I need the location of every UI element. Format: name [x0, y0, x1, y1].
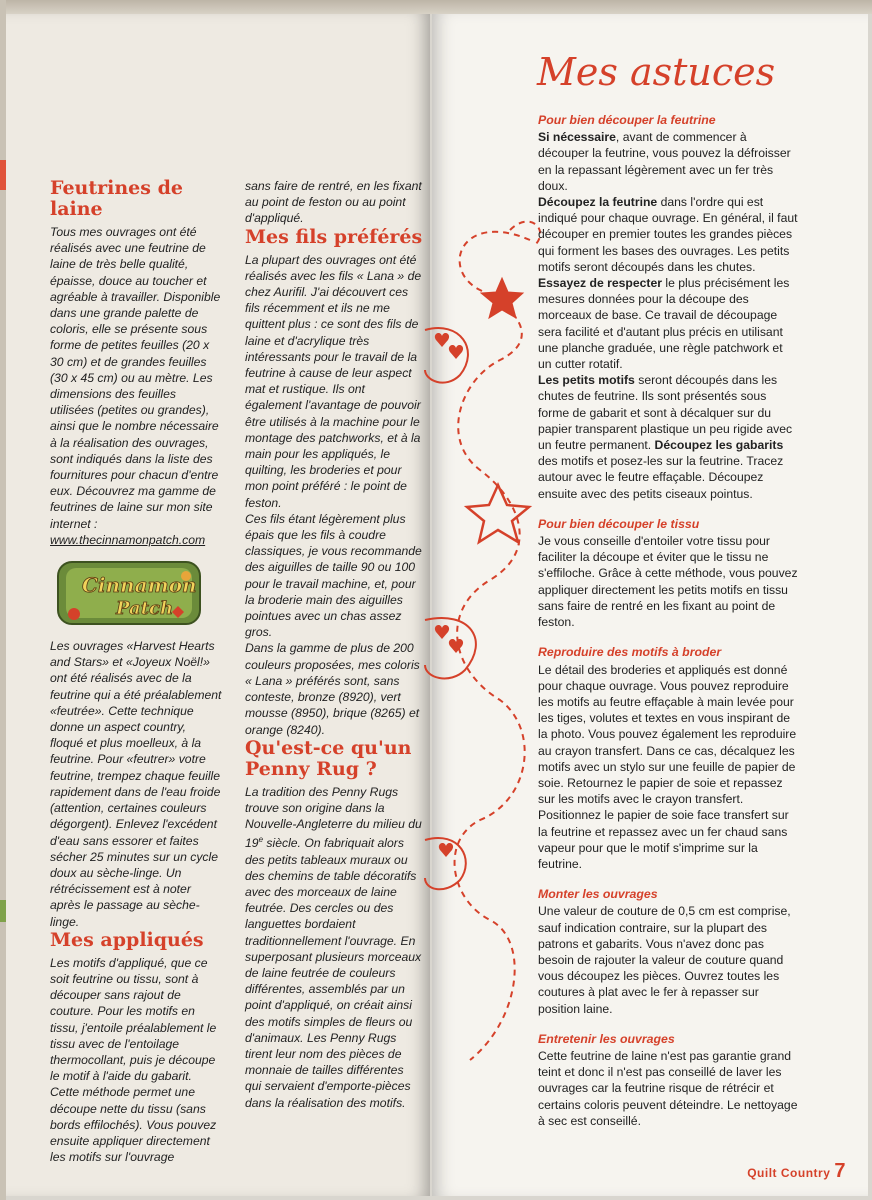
paragraph-text: dans l'ordre qui est indiqué pour chaque ouvrage. En général, il faut découper en premier toutes les grandes pièces qui forment les bases des ouvrages. Les petits motifs seront découpés dans les chutes.: [538, 195, 798, 274]
paragraph-text: La tradition des Penny Rugs trouve son origine dans la Nouvelle-Angleterre du milieu du 19: [245, 784, 422, 851]
page-title: Mes astuces: [537, 50, 776, 94]
section-reproduire-motifs: [538, 644, 798, 872]
paragraph: [245, 784, 423, 1111]
paragraph: La plupart des ouvrages ont été réalisés avec les fils « Lana » de chez Aurifil. J'ai découvert ces fils récemment et ils ne me quittent plus : ce sont des fils de laine et d'acrylique très intéressants pour le travail de la feutrine à cause de leur aspect mat et rustique. Ils ont également l'avantage de pouvoir être utilisés à la machine pour le montage des patchworks, et à la main pour les appliqués, le quilting, les broderies et pour mon point préféré : le point de feston.: [245, 252, 422, 510]
paragraph: Dans la gamme de plus de 200 couleurs proposées, mes coloris « Lana » préférés sont, sans conteste, bronze (8920), vert mousse (8950), brique (8265) et orange (8240).: [245, 641, 420, 737]
paragraph: Une valeur de couture de 0,5 cm est comprise, sauf indication contraire, sur la plupart des patrons et gabarits. Vous n'avez donc pas besoin de rajouter la valeur de couture quand vous découpez les pièces. Ouvrez toutes les coutures à plat avec le fer à repasser sur position laine.: [538, 904, 791, 1016]
paragraph: [538, 194, 798, 275]
bold-lead: Les petits motifs: [538, 373, 635, 388]
page-number: 7: [834, 1160, 846, 1182]
paragraph: Le détail des broderies et appliqués est donné pour chaque ouvrage. Vous pouvez reproduire les motifs au feutre effaçable à main levée pour les tiges, volutes et textes en vous inspirant de la photo. Vous pouvez également les reproduire au crayon transfert. Dans ce cas, décalquez les motifs avec un stylo sur une feuille de papier de soie. Retournez le papier de soie et repassez sur les motifs avec le crayon transfert. Positionnez le papier de soie face transfert sur la feutrine et repassez avec un fer chaud sans vapeur pour que le motif s'imprime sur la feutrine.: [538, 662, 797, 871]
paragraph: Les ouvrages «Harvest Hearts and Stars» et «Joyeux Noël!» ont été réalisés avec de la feutrine qui a été préalablement «feutrée». Cette technique donne un aspect country, floqué et plus moelleux, à la feutrine. Pour «feutrer» votre feutrine, trempez chaque feuille rapidement dans de l'eau froide (attention, certaines couleurs dégorgent). Enlevez l'excédent d'eau sans essorer et faites sécher 25 minutes sur un cycle doux au sèche-linge. Un rétrécissement est à noter après le passage au sèche-linge.: [50, 639, 222, 929]
cinnamon-patch-logo: [54, 554, 204, 630]
section-heading: Entretenir les ouvrages: [538, 1031, 675, 1046]
section-monter-ouvrages: [538, 886, 798, 1017]
paragraph: [538, 372, 798, 502]
site-link[interactable]: www.thecinnamonpatch.com: [50, 532, 206, 547]
section-heading: Pour bien découper la feutrine: [538, 113, 716, 127]
paragraph-text: Tous mes ouvrages ont été réalisés avec une feutrine de laine de très belle qualité, épaisse, douce au toucher et agréable à travailler. Disponible dans une grande palette de coloris, elle se présente sous forme de petites feuilles (20 x 30 cm) et de grandes feuilles (30 x 45 cm) ou au mètre. Les dimensions des feuilles utilisées (petites ou grandes), ainsi que le nombre nécessaire à la réalisation des ouvrages, sont indiqués dans la liste des fournitures pour chacun d'entre eux. Découvrez ma gamme de feutrines de laine sur mon site internet :: [50, 225, 221, 531]
bold-lead: Découpez les gabarits: [654, 438, 784, 453]
paragraph: [538, 275, 798, 372]
paragraph: [50, 224, 222, 548]
paragraph: Ces fils étant légèrement plus épais que les fils à coudre classiques, je vous recommande des aiguilles de taille 90 ou 100 pour le travail machine, et, pour la broderie main des aiguilles pointues avec un chas assez gros.: [245, 511, 422, 640]
heading-feutrines: Feutrines de laine: [50, 177, 183, 220]
superscript: e: [258, 835, 264, 845]
paragraph: Je vous conseille d'entoiler votre tissu pour faciliter la découpe et éviter que le tissu ne s'effiloche. Grâce à cette méthode, vous pouvez appliquer directement les petits motifs en tissu sans faire de rentré en les fixant au point de feston.: [538, 534, 798, 630]
heading-appliques: Mes appliqués: [50, 928, 204, 951]
heading-fils: Mes fils préférés: [245, 225, 423, 248]
paragraph-text: seront découpés dans les chutes de feutrine. Ils sont présentés sous forme de gabarit et sont à décalquer sur du papier transparent plastique un peu rigide avec un feutre permanent.: [538, 373, 793, 453]
right-column: [538, 112, 798, 1143]
paragraph-text: des motifs et posez-les sur la feutrine. Tracez autour avec le feutre effaçable. Découpez ensuite avec des petits ciseaux pointus.: [538, 454, 784, 501]
page-footer: [747, 1160, 846, 1183]
heading-penny-rug: Qu'est-ce qu'un Penny Rug ?: [245, 736, 412, 780]
paragraph: Les motifs d'appliqué, que ce soit feutrine ou tissu, sont à découper sans rajout de couture. Pour les motifs en tissu, j'entoile préalablement le tissu avec de l'entoilage thermocollant, puis je découpe le motif à l'aide du gabarit. Cette méthode permet une découpe nette du tissu (sans bords effilochés). Vous pouvez ensuite appliquer directement les motifs sur l'ouvrage: [50, 955, 217, 1165]
section-heading: Reproduire des motifs à broder: [538, 645, 722, 660]
bold-lead: Si nécessaire: [538, 130, 616, 145]
heart-cluster-icon: [435, 333, 463, 857]
section-decouper-tissu: [538, 516, 798, 630]
bold-lead: Essayez de respecter: [538, 276, 662, 291]
section-heading: Monter les ouvrages: [538, 887, 658, 902]
paragraph-text: siècle. On fabriquait alors des petits tableaux muraux ou des chemins de table décoratifs avec des morceaux de laine feutrée. Des cercles ou des languettes bordaient traditionnellement l'ouvrage. En superposant plusieurs morceaux de laine feutrée de couleurs différentes, assemblés par un point d'appliqué, on créait ainsi des motifs simples de fleurs ou d'animaux. Les Penny Rugs tirent leur nom des pièces de monnaie de tailles différentes qui servaient d'emporte-pièces dans la réalisation des motifs.: [245, 836, 422, 1110]
bold-lead: Découpez la feutrine: [538, 195, 658, 210]
star-icon: [481, 278, 523, 318]
paragraph: sans faire de rentré, en les fixant au point de feston ou au point d'appliqué.: [245, 179, 422, 226]
decorative-swirl: [420, 200, 550, 1080]
magazine-brand: Quilt Country: [747, 1166, 831, 1180]
paragraph-text: , avant de commencer à découper la feutrine, vous pouvez la défroisser en la repassant légèrement avec un fer très doux.: [538, 130, 791, 193]
paragraph-text: le plus précisément les mesures données pour la découpe des morceaux de base. Ce travail de découpage sera facilité et d'autant plus précis en utilisant une planche graduée, une règle patchwork et un cutter rotatif.: [538, 276, 790, 372]
left-column-2: [245, 178, 423, 1111]
section-decouper-feutrine: [538, 112, 798, 502]
section-entretenir-ouvrages: [538, 1031, 798, 1129]
left-column-1: [50, 178, 222, 1165]
top-edge: [0, 0, 872, 14]
paragraph: Cette feutrine de laine n'est pas garantie grand teint et donc il n'est pas conseillé de laver les ouvrages car la feutrine risque de rétrécir et certains coloris peuvent déteindre. Le nettoyage à sec est conseillé.: [538, 1048, 798, 1128]
logo-text: Patch: [116, 598, 174, 620]
logo-text: Cinnamon: [82, 573, 197, 598]
section-heading: Pour bien découper le tissu: [538, 516, 700, 531]
paragraph: [538, 129, 798, 194]
